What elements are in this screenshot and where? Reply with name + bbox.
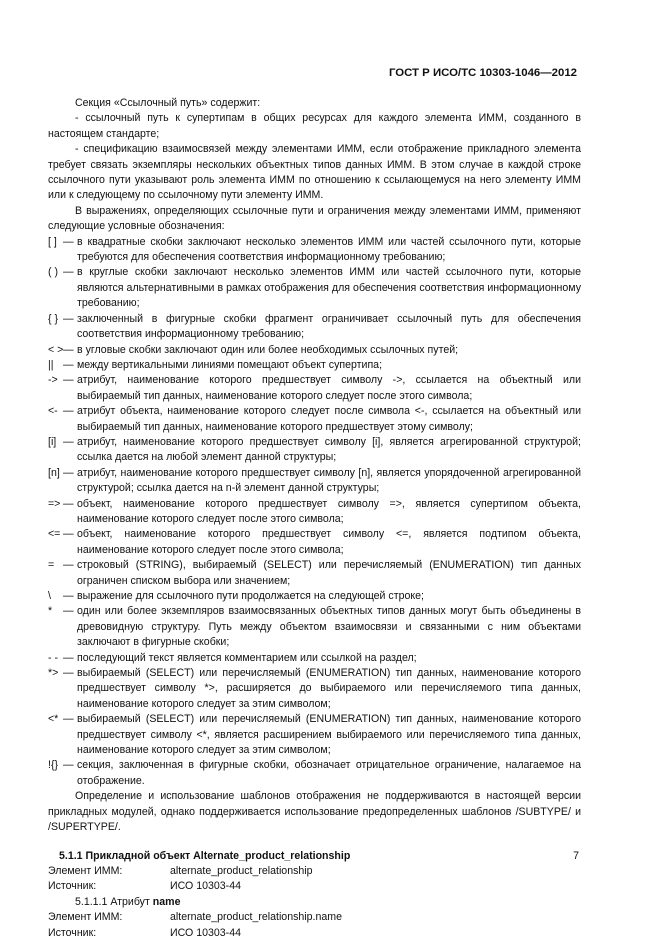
notation-text: атрибут, наименование которого предшествует символу [n], является упорядоченной агрегированной структурой; ссылка дается на n-й элемент данной структуры; [77,466,581,495]
notation-item [48,404,581,435]
attribute-heading [48,895,581,910]
notation-item [48,343,581,358]
intro-paragraph-4: В выражениях, определяющих ссылочные пути и ограничения между элементами ИММ, применяют следующие условные обозначения: [48,204,581,233]
notation-symbol: => [48,497,61,510]
notation-symbol: \ [48,590,51,602]
notation-dash: — [63,312,74,325]
notation-item [48,312,581,343]
notation-symbol: || [48,358,54,371]
intro-paragraph-2: - ссылочный путь к супертипам в общих ресурсах для каждого элемента ИММ, созданного в настоящем стандарте; [48,112,581,140]
notation-dash: — [63,405,74,418]
notation-dash: — [63,713,74,726]
notation-item [48,435,581,466]
notation-text: один или более экземпляров взаимосвязанных объектных типов данных могут быть объединены в древовидную структуру. Путь между объектом взаимосвязи и связанными с ним объектами заключают в фигурные скобки; [77,605,581,649]
notation-dash: — [63,497,74,510]
notation-text: в угловые скобки заключают один или более необходимых ссылочных путей; [77,343,459,356]
notation-symbol: { } [48,312,59,325]
notation-symbol: [n] [48,466,60,479]
notation-item [48,604,581,650]
notation-text: последующий текст является комментарием или ссылкой на раздел; [77,651,417,664]
section-aim-element-row [48,864,581,879]
notation-text: строковый (STRING), выбираемый (SELECT) или перечисляемый (ENUMERATION) тип данных ограничен списком выбора или значением; [77,559,581,587]
notation-text: заключенный в фигурные скобки фрагмент ограничивает ссылочный путь для обеспечения соответствия информационному требованию; [77,312,581,341]
notation-text: выбираемый (SELECT) или перечисляемый (ENUMERATION) тип данных, наименование которого предшествует символу *>, расширяется до выбираемого или перечисляемого типа данных, наименование которого следует за этим символом; [77,667,581,710]
notation-symbol: <= [48,528,61,541]
notation-dash: — [63,667,74,680]
notation-dash: — [63,559,74,572]
intro-paragraph-3: - спецификацию взаимосвязей между элементами ИММ, если отображение прикладного элемента требует связать экземпляры нескольких объектных типов данных ИММ. В этом случае в каждой строке ссылочного пути указывают роль элемента ИММ по отношению к ссылающемуся на него элементу ИММ или к следующему по ссылочному пути элементу ИММ. [48,143,581,202]
notation-dash: — [63,528,74,541]
notation-symbol: * [48,605,53,618]
standard-code-header: ГОСТ Р ИСО/ТС 10303-1046—2012 [388,67,577,79]
section-source-row [48,879,581,894]
notation-symbol: ( ) [48,266,58,279]
attribute-aim-element-value: alternate_product_relationship.name [170,911,342,924]
notation-text: выбираемый (SELECT) или перечисляемый (ENUMERATION) тип данных, наименование которого предшествует символу <*, является расширением выбираемого или перечисляемого типа данных, наименование которого следует за этим символом; [77,713,581,757]
notation-item [48,235,581,266]
notation-dash: — [63,759,74,772]
notation-text: выражение для ссылочного пути продолжается на следующей строке; [77,590,424,602]
notation-item [48,265,581,311]
notation-item [48,373,581,404]
notation-text: между вертикальными линиями помещают объект супертипа; [77,358,383,371]
notation-symbol: = [48,559,55,572]
notation-dash: — [63,651,74,664]
notation-text: объект, наименование которого предшествует символу <=, является подтипом объекта, наименование которого следует после этого символа; [77,528,581,556]
notation-symbol: [i] [48,435,57,448]
notation-dash: — [63,235,74,248]
notation-dash: — [63,590,74,602]
attribute-name: name [152,895,181,908]
notation-item [48,558,581,589]
notation-item [48,527,581,558]
notation-dash: — [63,343,74,356]
notation-symbol: *> [48,667,59,680]
attribute-prefix: 5.1.1.1 Атрибут [75,895,150,908]
notation-text: в круглые скобки заключают несколько элементов ИММ или частей ссылочного пути, которые являются альтернативными в рамках отображения для обеспечения соответствия информационному требованию; [77,266,581,310]
notation-dash: — [63,358,74,371]
notation-dash: — [63,466,74,479]
notation-item [48,651,581,666]
notation-text: атрибут, наименование которого предшествует символу [i], является агрегированной структурой; ссылка дается на любой элемент данной структуры; [77,435,581,464]
notation-item [48,758,581,789]
attribute-source-value: ИСО 10303-44 [170,926,241,939]
notation-symbol: <* [48,713,59,726]
notation-text: атрибут объекта, наименование которого следует после символа <-, ссылается на объектный или выбираемый тип данных, наименование которого предшествует этому символу; [77,405,581,433]
attribute-source-label: Источник: [48,926,97,939]
page-number: 7 [573,850,579,862]
notation-symbol: <- [48,405,58,418]
notation-item [48,466,581,497]
closing-paragraph: Определение и использование шаблонов отображения не поддерживаются в настоящей версии прикладных модулей, однако поддерживается использование предопределенных шаблонов /SUBTYPE/ и /SUPERTYPE/. [48,790,581,834]
notation-text: секция, заключенная в фигурные скобки, обозначает отрицательное ограничение, налагаемое на отображение. [77,759,581,787]
attribute-aim-element-label: Элемент ИММ: [48,911,123,924]
notation-dash: — [63,435,74,448]
notation-item [48,358,581,373]
notation-item [48,589,581,604]
source-value: ИСО 10303-44 [170,880,241,893]
aim-element-label: Элемент ИММ: [48,864,123,877]
notation-symbol: -> [48,374,58,387]
notation-symbol: < > [48,343,64,356]
notation-item [48,712,581,758]
source-label: Источник: [48,880,97,893]
notation-text: атрибут, наименование которого предшествует символу ->, ссылается на объектный или выбираемый тип данных, наименование которого следует после этого символа; [77,374,581,402]
page-body [48,96,581,941]
notation-symbol: [ ] [48,235,57,248]
section-heading: 5.1.1 Прикладной объект Alternate_product_relationship [59,849,351,862]
notation-dash: — [63,605,74,618]
intro-paragraph-1: Секция «Ссылочный путь» содержит: [75,97,261,109]
notation-item [48,666,581,712]
notation-dash: — [63,374,74,387]
notation-dash: — [63,266,74,279]
notation-list [48,235,581,790]
notation-symbol: - - [48,651,58,664]
attribute-aim-element-row [48,910,581,925]
notation-symbol: !{} [48,759,59,772]
aim-element-value: alternate_product_relationship [170,864,313,877]
attribute-source-row [48,926,581,941]
notation-text: объект, наименование которого предшествует символу =>, является супертипом объекта, наименование которого следует после этого символа; [77,497,581,525]
notation-item [48,497,581,528]
notation-text: в квадратные скобки заключают несколько элементов ИММ или частей ссылочного пути, которые требуются для обеспечения соответствия информационному требованию; [77,235,581,264]
